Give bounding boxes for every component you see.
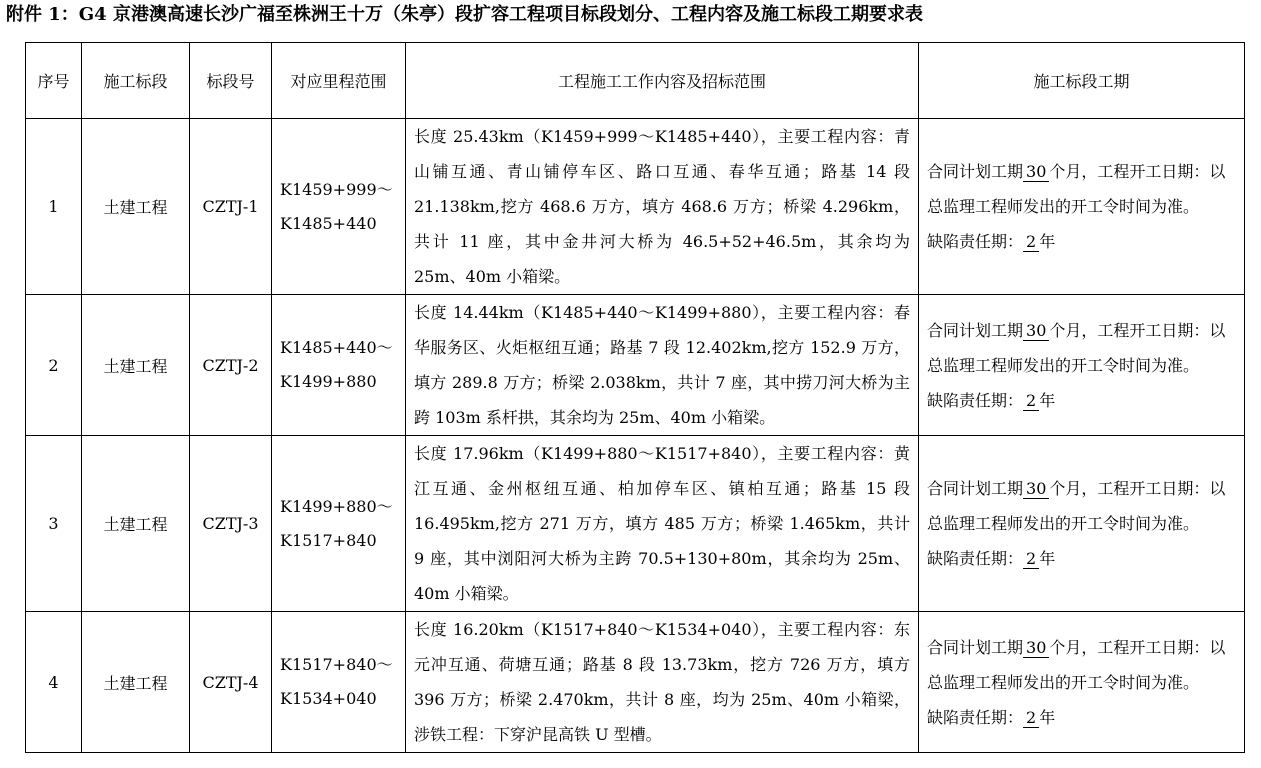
- cell-range: [272, 119, 406, 295]
- warranty-label: 缺陷责任期：: [927, 390, 1024, 410]
- contract-period: [927, 313, 1236, 383]
- warranty-label: 缺陷责任期：: [927, 549, 1024, 568]
- warranty-unit: 年: [1039, 390, 1056, 410]
- cell-code: CZTJ-1: [190, 119, 272, 295]
- table-header-row: [26, 43, 1245, 119]
- header-section: 施工标段: [82, 43, 190, 119]
- cell-seq: 2: [26, 295, 82, 436]
- table-row: [26, 295, 1245, 436]
- cell-scope: 长度 14.44km（K1485+440～K1499+880），主要工程内容：春华服务区、火炬枢纽互通；路基 7 段 12.402km,挖方 152.9 万方，填方 289.8 万方；桥梁 2.038km，共计 7 座，其中捞刀河大桥为主跨 103m 系杆拱，其余均为 25m、40m 小箱梁。: [406, 295, 919, 436]
- period-suffix: 个月，工程开工日期：以总监理工程师发出的开工令时间为准。: [927, 637, 1226, 692]
- cell-section: 土建工程: [82, 436, 190, 612]
- table-row: [26, 436, 1245, 612]
- period-months: 30: [1023, 479, 1049, 499]
- table-row: [26, 612, 1245, 753]
- document-title: 附件 1：G4 京港澳高速长沙广福至株洲王十万（朱亭）段扩容工程项目标段划分、工程内容及施工标段工期要求表: [6, 4, 923, 25]
- cell-code: CZTJ-4: [190, 612, 272, 753]
- cell-scope: 长度 16.20km（K1517+840～K1534+040），主要工程内容：东元冲互通、荷塘互通；路基 8 段 13.73km，挖方 726 万方，填方 396 万方；桥梁 2.470km，共计 8 座，均为 25m、40m 小箱梁，涉铁工程：下穿沪昆高铁 U 型槽。: [406, 612, 919, 753]
- header-range: 对应里程范围: [272, 43, 406, 119]
- table-row: [26, 119, 1245, 295]
- warranty-unit: 年: [1039, 549, 1056, 568]
- cell-seq: 4: [26, 612, 82, 753]
- warranty-unit: 年: [1039, 707, 1056, 727]
- period-months: 30: [1023, 321, 1049, 341]
- warranty-years: 2: [1023, 549, 1039, 569]
- range-start: K1499+880～: [280, 496, 393, 516]
- range-end: K1485+440: [280, 213, 377, 233]
- header-period: 施工标段工期: [919, 43, 1245, 119]
- cell-section: 土建工程: [82, 612, 190, 753]
- range-end: K1499+880: [280, 372, 377, 391]
- cell-range: [272, 436, 406, 612]
- period-prefix: 合同计划工期: [927, 637, 1024, 657]
- period-prefix: 合同计划工期: [927, 479, 1024, 498]
- warranty-years: 2: [1023, 391, 1039, 411]
- cell-period: [919, 612, 1245, 753]
- section-schedule-table: [25, 42, 1245, 753]
- period-prefix: 合同计划工期: [927, 162, 1024, 181]
- period-suffix: 个月，工程开工日期：以总监理工程师发出的开工令时间为准。: [927, 320, 1226, 375]
- period-suffix: 个月，工程开工日期：以总监理工程师发出的开工令时间为准。: [927, 479, 1226, 533]
- cell-range: [272, 612, 406, 753]
- range-end: K1534+040: [280, 689, 377, 708]
- period-months: 30: [1023, 162, 1049, 182]
- warranty-unit: 年: [1039, 232, 1056, 251]
- warranty-years: 2: [1023, 708, 1039, 728]
- range-end: K1517+840: [280, 530, 377, 550]
- header-scope: 工程施工工作内容及招标范围: [406, 43, 919, 119]
- warranty-label: 缺陷责任期：: [927, 707, 1024, 727]
- range-start: K1517+840～: [280, 655, 393, 674]
- cell-section: 土建工程: [82, 119, 190, 295]
- period-prefix: 合同计划工期: [927, 320, 1024, 340]
- cell-seq: 1: [26, 119, 82, 295]
- cell-range: [272, 295, 406, 436]
- cell-section: 土建工程: [82, 295, 190, 436]
- cell-period: [919, 119, 1245, 295]
- header-seq: 序号: [26, 43, 82, 119]
- contract-period: [927, 471, 1236, 541]
- period-months: 30: [1023, 638, 1049, 658]
- warranty-period: [927, 700, 1236, 735]
- warranty-years: 2: [1023, 232, 1039, 252]
- cell-scope: 长度 17.96km（K1499+880～K1517+840），主要工程内容：黄江互通、金州枢纽互通、柏加停车区、镇柏互通；路基 15 段 16.495km,挖方 271 万方，填方 485 万方；桥梁 1.465km，共计 9 座，其中浏阳河大桥为主跨 70.5+130+80m，其余均为 25m、40m 小箱梁。: [406, 436, 919, 612]
- warranty-period: [927, 383, 1236, 418]
- warranty-period: [927, 224, 1236, 259]
- period-suffix: 个月，工程开工日期：以总监理工程师发出的开工令时间为准。: [927, 162, 1226, 216]
- cell-scope: 长度 25.43km（K1459+999～K1485+440），主要工程内容：青山铺互通、青山铺停车区、路口互通、春华互通；路基 14 段 21.138km,挖方 468.6 万方，填方 468.6 万方；桥梁 4.296km，共计 11 座，其中金井河大桥为 46.5+52+46.5m，其余均为 25m、40m 小箱梁。: [406, 119, 919, 295]
- cell-code: CZTJ-3: [190, 436, 272, 612]
- range-start: K1485+440～: [280, 338, 393, 357]
- cell-period: [919, 436, 1245, 612]
- warranty-period: [927, 541, 1236, 576]
- cell-seq: 3: [26, 436, 82, 612]
- contract-period: [927, 154, 1236, 224]
- range-start: K1459+999～: [280, 179, 393, 199]
- cell-period: [919, 295, 1245, 436]
- cell-code: CZTJ-2: [190, 295, 272, 436]
- header-code: 标段号: [190, 43, 272, 119]
- contract-period: [927, 630, 1236, 700]
- warranty-label: 缺陷责任期：: [927, 232, 1024, 251]
